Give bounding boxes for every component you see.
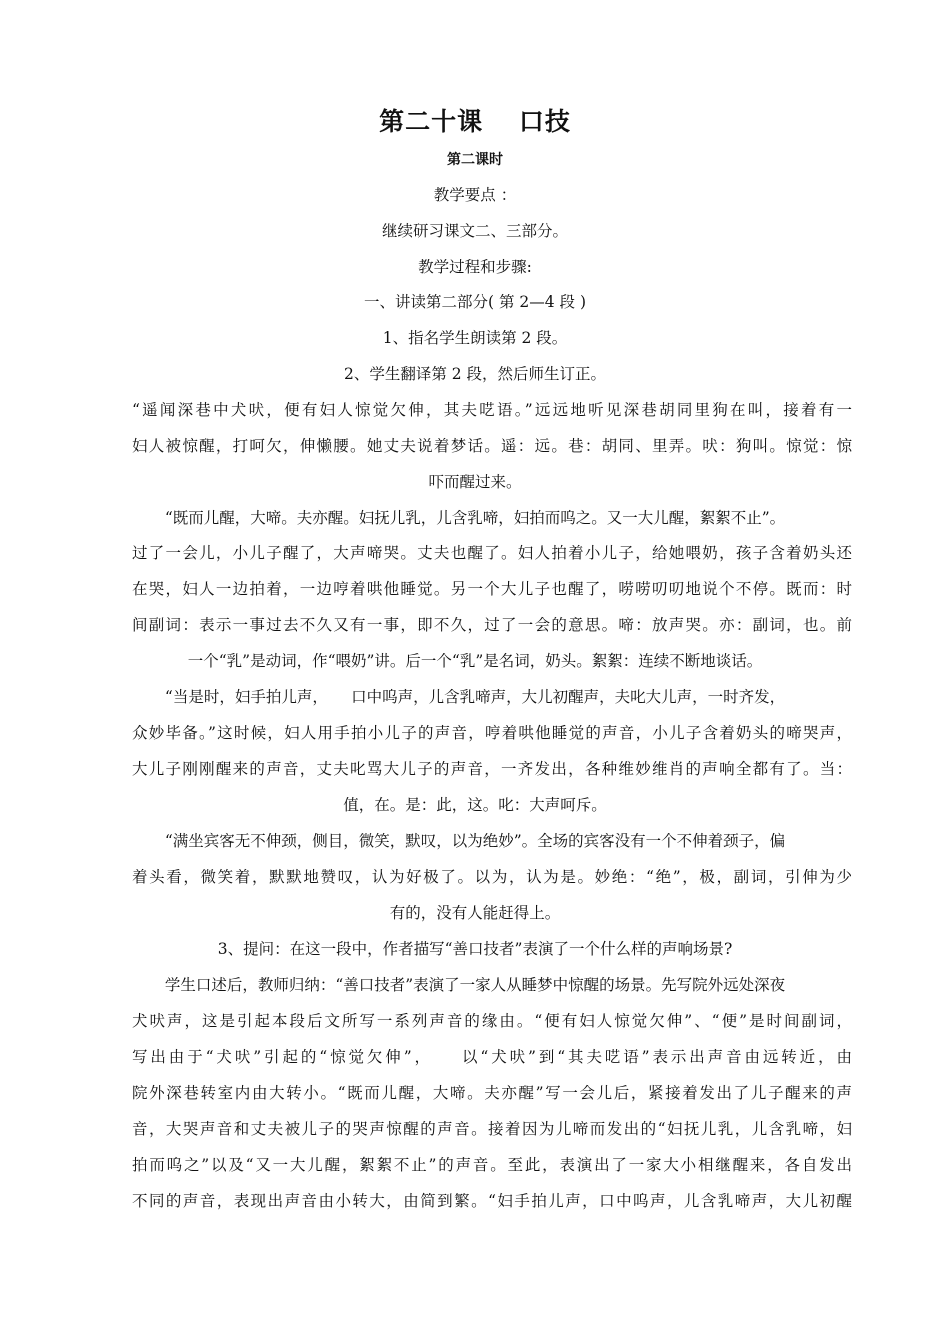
text-line: “满坐宾客无不伸颈，侧目，微笑，默叹，以为绝妙”。全场的宾客没有一个不伸着颈子，偏 [164, 832, 786, 850]
text-line: 妇人被惊醒，打呵欠，伸懒腰。她丈夫说着梦话。遥：远。巷：胡同、里弄。吠：狗叫。惊觉：惊 [132, 437, 852, 455]
text-line: 3、提问：在这一段中，作者描写“善口技者”表演了一个什么样的声响场景? [217, 940, 733, 958]
text-line: 不同的声音，表现出声音由小转大，由简到繁。“妇手拍儿声，口中呜声，儿含乳啼声，大儿初醒 [132, 1192, 852, 1210]
text-line: 1、指名学生朗读第 2 段。 [382, 329, 568, 347]
text-line: 学生口述后，教师归纳：“善口技者”表演了一家人从睡梦中惊醒的场景。先写院外远处深夜 [164, 976, 786, 994]
text-line: 吓而醒过来。 [428, 473, 522, 491]
text-line: 众妙毕备。”这时候，妇人用手拍小儿子的声音，哼着哄他睡觉的声音，小儿子含着奶头的啼哭声， [132, 724, 852, 742]
text-line: 值，在。是：此，这。叱：大声呵斥。 [343, 796, 607, 814]
text-line: 犬吠声，这是引起本段后文所写一系列声音的缘由。“便有妇人惊觉欠伸”、“便”是时间副词， [132, 1012, 852, 1030]
text-line: 一个“乳”是动词，作“喂奶”讲。后一个“乳”是名词，奶头。絮絮：连续不断地谈话。 [187, 652, 763, 670]
text-line: 有的，没有人能赶得上。 [389, 904, 561, 922]
text-line: 音，大哭声音和丈夫被儿子的哭声惊醒的声音。接着因为儿啼而发出的“妇抚儿乳，儿含乳啼，妇 [132, 1120, 852, 1138]
text-line: 一、讲读第二部分( 第 2—4 段 ) [363, 293, 587, 311]
text-line: 写出由于“犬吠”引起的“惊觉欠伸”， 以“犬吠”到“其夫呓语”表示出声音由远转近，由 [132, 1048, 852, 1066]
lesson-title: 第二十课 口技 [379, 107, 571, 136]
text-line: 教学过程和步骤: [418, 258, 532, 276]
text-line: 过了一会儿，小儿子醒了，大声啼哭。丈夫也醒了。妇人拍着小儿子，给她喂奶，孩子含着奶头还 [132, 544, 852, 562]
text-line: 间副词：表示一事过去不久又有一事，即不久，过了一会的意思。啼：放声哭。亦：副词，也。前 [132, 616, 852, 634]
text-line: “当是时，妇手拍儿声， 口中呜声，儿含乳啼声，大儿初醒声，夫叱大儿声，一时齐发， [164, 688, 786, 706]
text-line: 在哭，妇人一边拍着，一边哼着哄他睡觉。另一个大儿子也醒了，唠唠叨叨地说个不停。既而：时 [132, 580, 852, 598]
text-line: 院外深巷转室内由大转小。“既而儿醒，大啼。夫亦醒”写一会儿后，紧接着发出了儿子醒来的声 [132, 1084, 852, 1102]
text-line: 2、学生翻译第 2 段，然后师生订正。 [343, 365, 607, 383]
lesson-subtitle: 第二课时 [447, 152, 503, 168]
text-line: “既而儿醒，大啼。夫亦醒。妇抚儿乳，儿含乳啼，妇拍而呜之。又一大儿醒，絮絮不止”。 [164, 509, 786, 527]
text-line: 拍而呜之”以及“又一大儿醒，絮絮不止”的声音。至此，表演出了一家大小相继醒来，各自发出 [132, 1156, 852, 1174]
text-line: 大儿子刚刚醒来的声音，丈夫叱骂大儿子的声音，一齐发出，各种维妙维肖的声响全都有了。当： [132, 760, 852, 778]
text-line: 继续研习课文二、三部分。 [381, 222, 568, 240]
text-line: 着头看，微笑着，默默地赞叹，认为好极了。以为，认为是。妙绝：“绝”，极，副词，引伸为少 [132, 868, 852, 886]
text-line: 教学要点 ： [433, 186, 517, 204]
text-line: “遥闻深巷中犬吠，便有妇人惊觉欠伸，其夫呓语。”远远地听见深巷胡同里狗在叫，接着有一 [132, 401, 852, 419]
